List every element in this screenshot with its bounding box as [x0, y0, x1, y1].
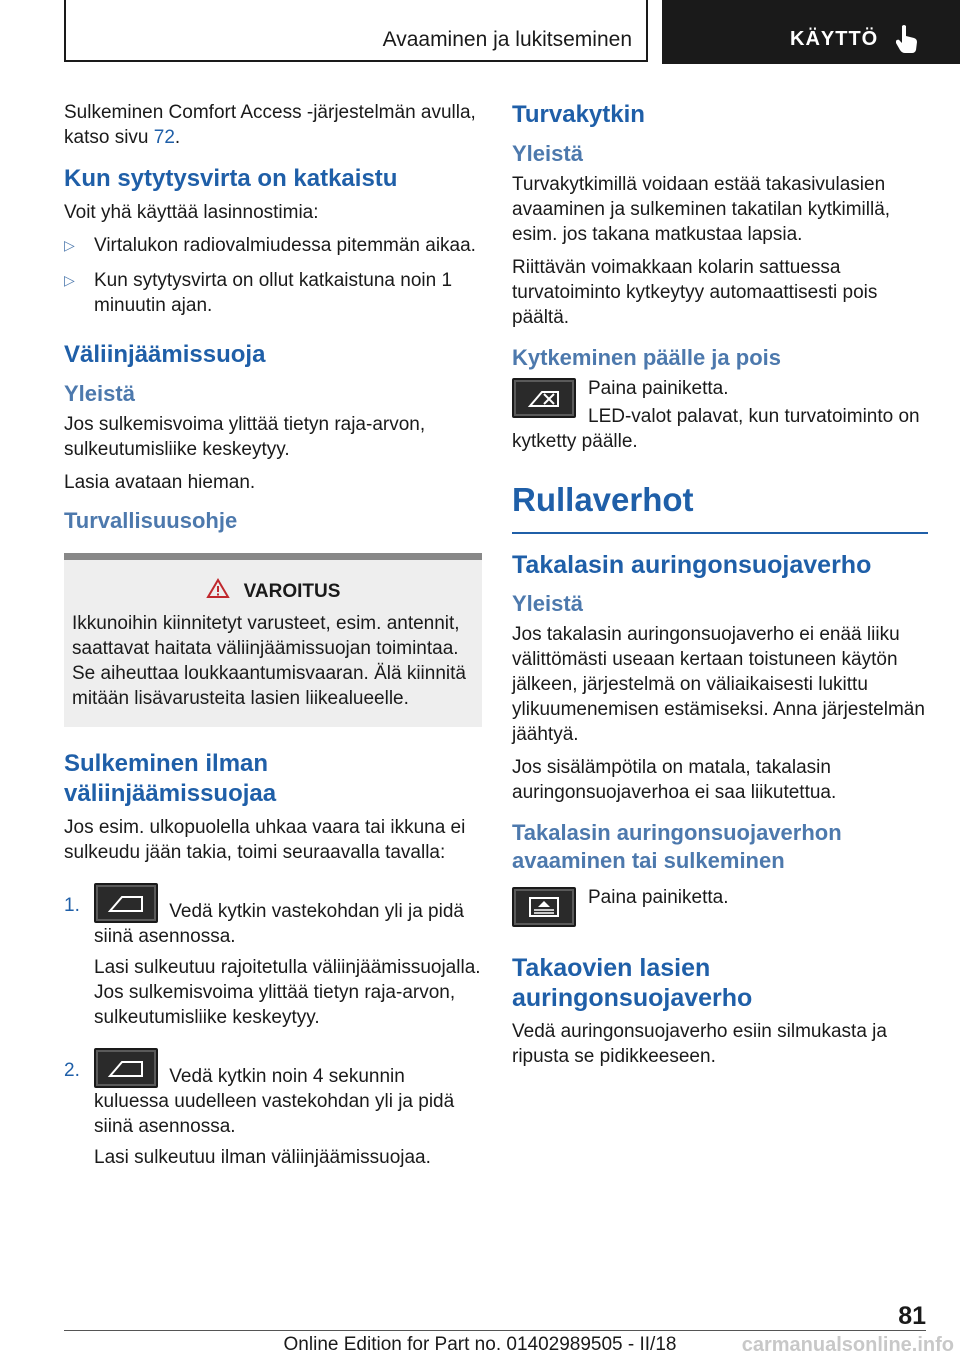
section-title: Avaaminen ja lukitseminen	[382, 28, 632, 51]
rear-text-2: Jos sisälämpötila on matala, takalasin auringonsuojaverhoa ei saa liikutettua.	[512, 757, 837, 803]
heading-pinch-protection: Väliinjäämissuoja	[64, 341, 266, 368]
heading-rear-window-blind: Takalasin auringonsuojaverho	[512, 551, 872, 579]
heading-safety: Turvallisuusohje	[64, 508, 238, 533]
step-note: Lasi sulkeutuu ilman väliinjäämissuojaa.	[94, 1147, 431, 1168]
step-item	[64, 883, 482, 1030]
chapter-tab	[662, 0, 960, 64]
step-number: 1.	[64, 895, 80, 916]
heading-general: Yleistä	[512, 141, 583, 166]
pinch-text: Jos sulkemisvoima ylittää tietyn raja-arvon, sulkeutumisliike keskeytyy.	[64, 414, 426, 460]
led-text: LED-valot palavat, kun turvatoiminto on kytketty päälle.	[512, 406, 920, 452]
heading-safety-switch: Turvakytkin	[512, 101, 645, 128]
rear-text: Jos takalasin auringonsuojaverho ei enää liiku välittömästi useaan kertaan toistuneen käytön jälkeen, järjestelmä on väliaikaisesti lukittu ylikuumenemisen estämiseksi. Anna järjestelmän jäähtyä.	[512, 624, 925, 745]
sunblind-icon	[512, 887, 576, 927]
pinch-text-2: Lasia avataan hieman.	[64, 472, 256, 493]
intro-end: .	[174, 127, 181, 148]
heading-rear-open-close: Takalasin auringonsuojaverhon avaaminen tai sulkeminen	[512, 820, 842, 873]
warning-box	[64, 553, 482, 727]
button-instruction	[512, 885, 928, 935]
button-instruction	[512, 376, 928, 420]
intro-text-2: katso sivu	[64, 127, 154, 148]
press-text: Paina painiketta.	[588, 887, 729, 908]
intro-paragraph	[64, 100, 482, 150]
list-item: ▷ Virtalukon radiovalmiudessa pitemmän aikaa.	[64, 235, 476, 256]
lock-text: Turvakytkimillä voidaan estää takasivulasien avaaminen ja sulkeminen takatilan kytkimillä, esim. jos takana matkustaa lapsia.	[512, 174, 891, 245]
list-item: ▷ Kun sytytysvirta on ollut katkaistuna noin 1 minuutin ajan.	[64, 270, 453, 316]
heading-general: Yleistä	[512, 591, 583, 616]
child-lock-icon	[512, 378, 576, 418]
heading-close-without-protection: Sulkeminen ilman väliinjäämissuojaa	[64, 750, 277, 807]
footer-edition: Online Edition for Part no. 01402989505 - II/18	[283, 1334, 677, 1355]
intro-text: Sulkeminen Comfort Access -järjestelmän avulla,	[64, 102, 476, 123]
step-item	[64, 1048, 482, 1170]
heading-on-off: Kytkeminen päälle ja pois	[512, 345, 781, 370]
doors-text: Vedä auringonsuojaverho esiin silmukasta ja ripusta se pidikkeeseen.	[512, 1021, 887, 1067]
without-text: Jos esim. ulkopuolella uhkaa vaara tai ikkuna ei sulkeudu jään takia, toimi seuraavalla tavalla:	[64, 817, 466, 863]
window-switch-icon	[94, 883, 158, 923]
left-column	[64, 100, 482, 1176]
right-column	[512, 100, 928, 1077]
step-note: Lasi sulkeutuu rajoitetulla väliinjäämissuojalla. Jos sulkemisvoima ylittää tietyn raja-arvon, sulkeutumisliike keskeytyy.	[94, 957, 481, 1028]
ignition-text: Voit yhä käyttää lasinnostimia:	[64, 202, 319, 223]
triangle-bullet-icon: ▷	[64, 237, 75, 253]
heading-general: Yleistä	[64, 381, 135, 406]
chapter-tab-label: KÄYTTÖ	[790, 28, 879, 50]
warning-header	[72, 578, 474, 603]
step-text: Vedä kytkin vastekohdan yli ja pidä siinä asennossa.	[94, 901, 464, 947]
heading-blinds: Rullaverhot	[512, 481, 694, 518]
warning-text: Ikkunoihin kiinnitetyt varusteet, esim. antennit, saattavat haitata väliinjäämissuojan toimintaa. Se aiheuttaa loukkaantumisvaaran. Älä kiinnitä mitään lisävarusteita lasien liikealueelle.	[72, 613, 466, 709]
heading-rule	[512, 532, 928, 534]
step-number: 2.	[64, 1060, 80, 1081]
step-text: Vedä kytkin noin 4 sekunnin kuluessa uudelleen vastekohdan yli ja pidä siinä asennossa.	[94, 1066, 455, 1137]
heading-ignition-off: Kun sytytysvirta on katkaistu	[64, 165, 398, 192]
warning-title: VAROITUS	[243, 581, 341, 602]
heading-rear-door-blinds: Takaovien lasien auringonsuojaverho	[512, 954, 753, 1012]
pointing-hand-icon	[896, 24, 920, 54]
watermark: carmanualsonline.info	[741, 1334, 954, 1356]
page-link[interactable]: 72	[153, 127, 175, 148]
warning-triangle-icon	[206, 578, 230, 599]
press-text: Paina painiketta.	[588, 378, 729, 399]
lock-text-2: Riittävän voimakkaan kolarin sattuessa turvatoiminto kytkeytyy automaattisesti pois päältä.	[512, 257, 878, 328]
triangle-bullet-icon: ▷	[64, 272, 75, 288]
ignition-list	[64, 233, 482, 318]
window-switch-icon	[94, 1048, 158, 1088]
header-frame	[64, 0, 648, 62]
footer-rule	[64, 1330, 926, 1331]
page-number: 81	[898, 1302, 926, 1330]
